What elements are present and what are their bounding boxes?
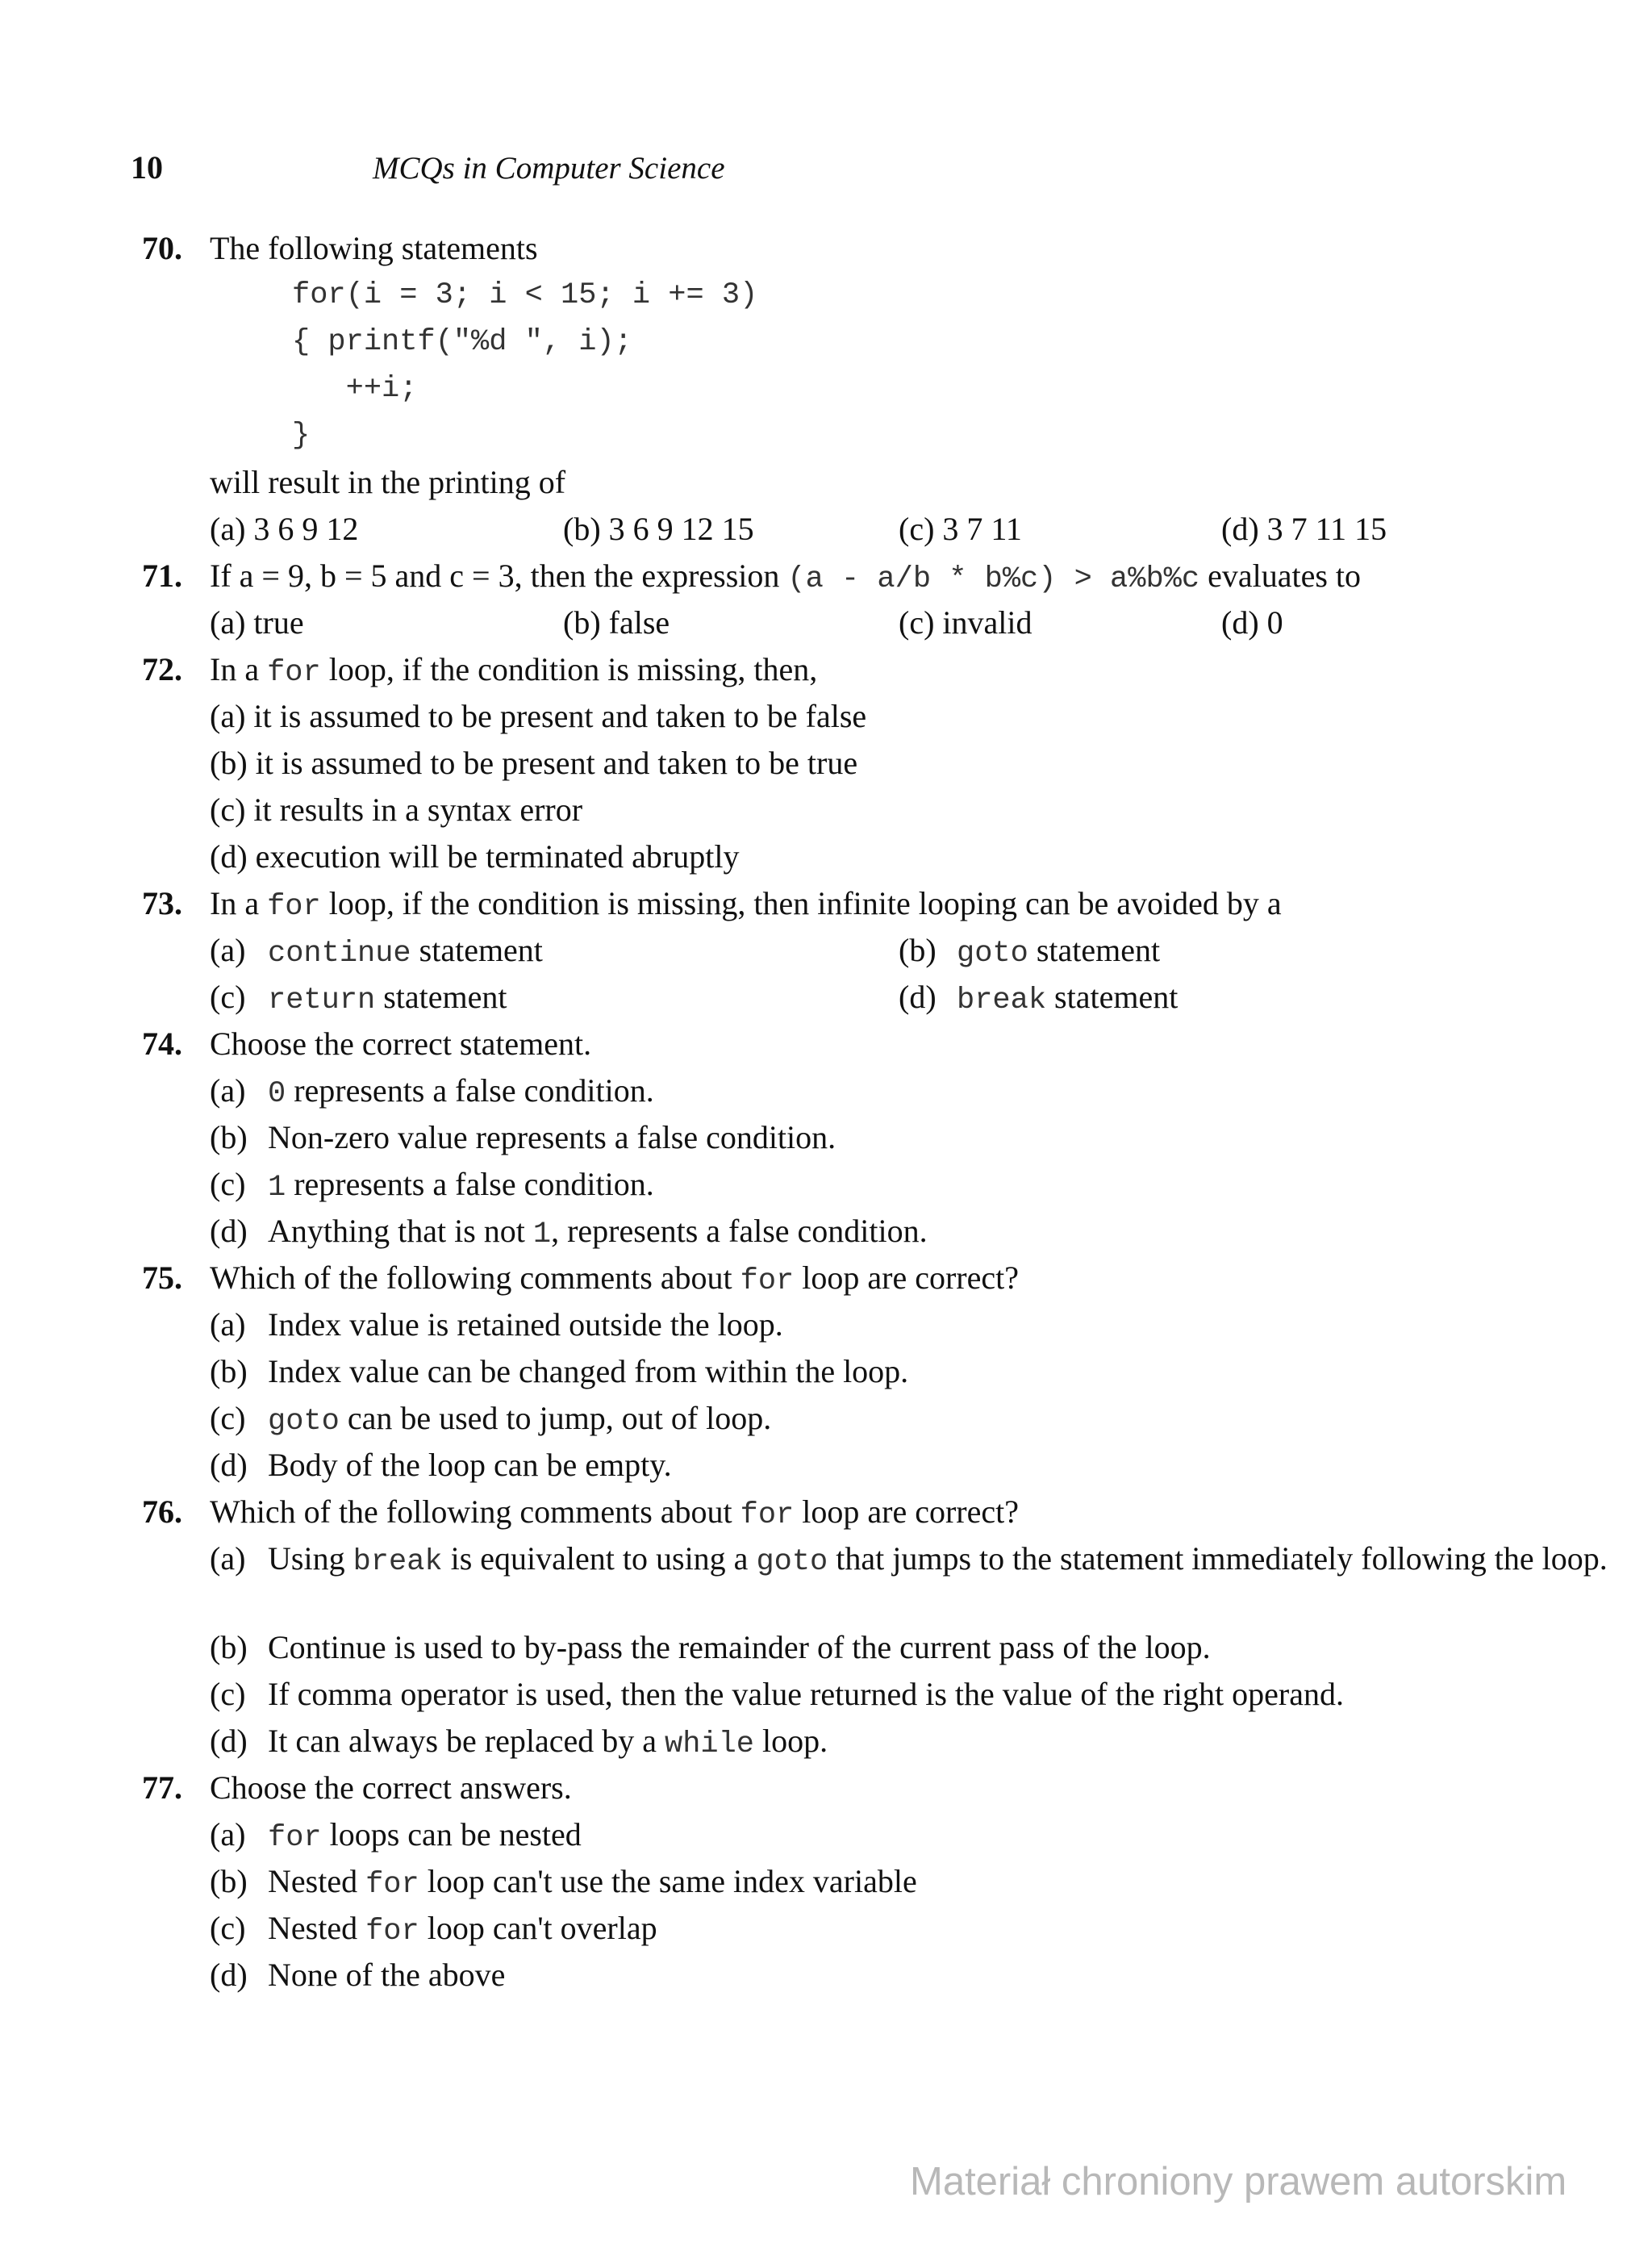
code-keyword: break (353, 1545, 443, 1579)
option-b: (b) 3 6 9 12 15 (563, 511, 754, 547)
option-b (210, 1351, 908, 1393)
option-c (210, 976, 507, 1021)
option-text: loop. (754, 1723, 828, 1759)
option-label: (c) (210, 979, 246, 1015)
option-b (899, 929, 1160, 975)
option-a: (a) 3 6 9 12 (210, 511, 359, 547)
option-text: loop can't overlap (419, 1910, 657, 1946)
option-text: statement (411, 932, 543, 968)
option-text: Nested (268, 1910, 366, 1946)
option-b: (b) false (563, 604, 670, 641)
question-text: The following statements (210, 230, 538, 266)
option-label: (b) (210, 1863, 248, 1899)
question-number: 75. (142, 1259, 182, 1296)
option-label: (c) (210, 1166, 246, 1202)
running-title: MCQs in Computer Science (373, 151, 725, 186)
option-text: If comma operator is used, then the value returned is the value of the right operand. (268, 1676, 1344, 1712)
code-line: for(i = 3; i < 15; i += 3) (292, 278, 758, 312)
option-c: (c) it results in a syntax error (210, 792, 583, 828)
option-d (210, 1210, 928, 1255)
text-run: In a (210, 651, 268, 687)
option-label: (b) (210, 1629, 248, 1665)
text-run: loop, if the condition is missing, then infinite looping can be avoided by a (320, 885, 1282, 921)
question-text (210, 555, 1361, 600)
option-d: (d) execution will be terminated abruptly (210, 838, 740, 875)
code-literal: 1 (532, 1218, 552, 1251)
code-line: ++i; (292, 372, 418, 406)
option-label: (a) (210, 1540, 246, 1577)
text-run: evaluates to (1199, 558, 1361, 594)
option-text: Nested (268, 1863, 366, 1899)
code-keyword: goto (756, 1545, 828, 1579)
option-text: represents a false condition. (286, 1072, 654, 1109)
option-d: (d) 3 7 11 15 (1221, 511, 1387, 547)
option-text: statement (1028, 932, 1161, 968)
code-keyword: for (740, 1264, 795, 1298)
code-keyword: return (268, 984, 376, 1017)
option-text: loops can be nested (321, 1816, 582, 1853)
option-a (210, 929, 543, 975)
option-text: Index value can be changed from within the loop. (268, 1353, 909, 1389)
option-text: can be used to jump, out of loop. (339, 1400, 772, 1436)
option-label: (a) (210, 932, 246, 968)
option-text: Using (268, 1540, 353, 1577)
option-a (210, 1304, 783, 1346)
option-text: Continue is used to by-pass the remainder of the current pass of the loop. (268, 1629, 1211, 1665)
text-run: Which of the following comments about (210, 1259, 740, 1296)
option-b (210, 1861, 917, 1906)
question-text (210, 649, 817, 694)
option-c (210, 1907, 657, 1953)
option-c (210, 1163, 654, 1209)
question-text: Choose the correct statement. (210, 1025, 592, 1062)
option-label: (a) (210, 1816, 246, 1853)
option-label: (b) (899, 932, 937, 968)
option-text: It can always be replaced by a (268, 1723, 665, 1759)
question-number: 71. (142, 558, 182, 594)
option-text: , represents a false condition. (551, 1213, 928, 1249)
option-b (210, 1627, 1211, 1669)
text-run: Which of the following comments about (210, 1493, 740, 1530)
option-label: (a) (210, 1072, 246, 1109)
option-a (210, 1814, 582, 1859)
question-number: 70. (142, 230, 182, 266)
option-d: (d) 0 (1221, 604, 1283, 641)
question-number: 77. (142, 1769, 182, 1806)
option-text: that jumps to the statement immediately following the loop. (828, 1540, 1608, 1577)
text-run: loop, if the condition is missing, then, (320, 651, 818, 687)
code-keyword: goto (957, 937, 1028, 971)
option-a (210, 1070, 654, 1115)
code-keyword: goto (268, 1405, 340, 1439)
option-text: loop can't use the same index variable (419, 1863, 917, 1899)
option-b (210, 1117, 836, 1159)
code-keyword: for (268, 1821, 322, 1855)
option-d (210, 1954, 505, 1996)
option-label: (d) (210, 1723, 248, 1759)
page-number: 10 (131, 149, 163, 186)
option-text: Body of the loop can be empty. (268, 1447, 672, 1483)
option-text: Anything that is not (268, 1213, 533, 1249)
option-label: (b) (210, 1119, 248, 1155)
text-run: In a (210, 885, 268, 921)
option-text: statement (375, 979, 507, 1015)
code-expression: (a - a/b * b%c) > a%b%c (787, 562, 1200, 596)
question-number: 76. (142, 1493, 182, 1530)
code-literal: 1 (268, 1171, 286, 1205)
option-label: (d) (210, 1447, 248, 1483)
option-label: (d) (210, 1213, 248, 1249)
copyright-watermark: Materiał chroniony prawem autorskim (910, 2160, 1567, 2203)
option-d (210, 1444, 672, 1486)
text-run: If a = 9, b = 5 and c = 3, then the expression (210, 558, 788, 594)
code-keyword: for (267, 656, 321, 690)
option-c (210, 1397, 771, 1443)
code-keyword: for (365, 1868, 419, 1902)
code-keyword: continue (268, 937, 411, 971)
code-keyword: break (957, 984, 1047, 1017)
code-keyword: for (267, 890, 321, 924)
option-label: (c) (210, 1400, 246, 1436)
text-run: loop are correct? (794, 1493, 1019, 1530)
option-text: statement (1046, 979, 1179, 1015)
code-keyword: for (740, 1498, 795, 1532)
option-c (210, 1673, 1344, 1715)
text-run: loop are correct? (794, 1259, 1019, 1296)
question-text (210, 1491, 1019, 1536)
option-a: (a) it is assumed to be present and taken to be false (210, 698, 867, 734)
code-keyword: for (365, 1915, 419, 1949)
option-d (210, 1720, 828, 1765)
option-c: (c) invalid (899, 604, 1032, 641)
code-literal: 0 (268, 1077, 286, 1111)
option-label: (a) (210, 1306, 246, 1343)
question-text-continued: will result in the printing of (210, 464, 566, 500)
option-label: (d) (899, 979, 937, 1015)
option-text: Index value is retained outside the loop. (268, 1306, 783, 1343)
code-line: } (292, 419, 311, 453)
option-text: represents a false condition. (286, 1166, 654, 1202)
question-text: Choose the correct answers. (210, 1769, 572, 1806)
code-keyword: while (664, 1727, 755, 1761)
option-text: Non-zero value represents a false condition. (268, 1119, 836, 1155)
option-text: is equivalent to using a (442, 1540, 757, 1577)
option-label: (b) (210, 1353, 248, 1389)
option-b: (b) it is assumed to be present and taken to be true (210, 745, 858, 781)
question-text (210, 1257, 1019, 1302)
question-number: 74. (142, 1025, 182, 1062)
option-label: (c) (210, 1910, 246, 1946)
option-a (210, 1538, 1615, 1583)
question-number: 73. (142, 885, 182, 921)
option-label: (c) (210, 1676, 246, 1712)
option-a: (a) true (210, 604, 304, 641)
option-label: (d) (210, 1957, 248, 1993)
question-number: 72. (142, 651, 182, 687)
option-c: (c) 3 7 11 (899, 511, 1022, 547)
code-line: { printf("%d ", i); (292, 325, 632, 359)
question-text (210, 883, 1282, 928)
option-text: None of the above (268, 1957, 506, 1993)
option-d (899, 976, 1178, 1021)
